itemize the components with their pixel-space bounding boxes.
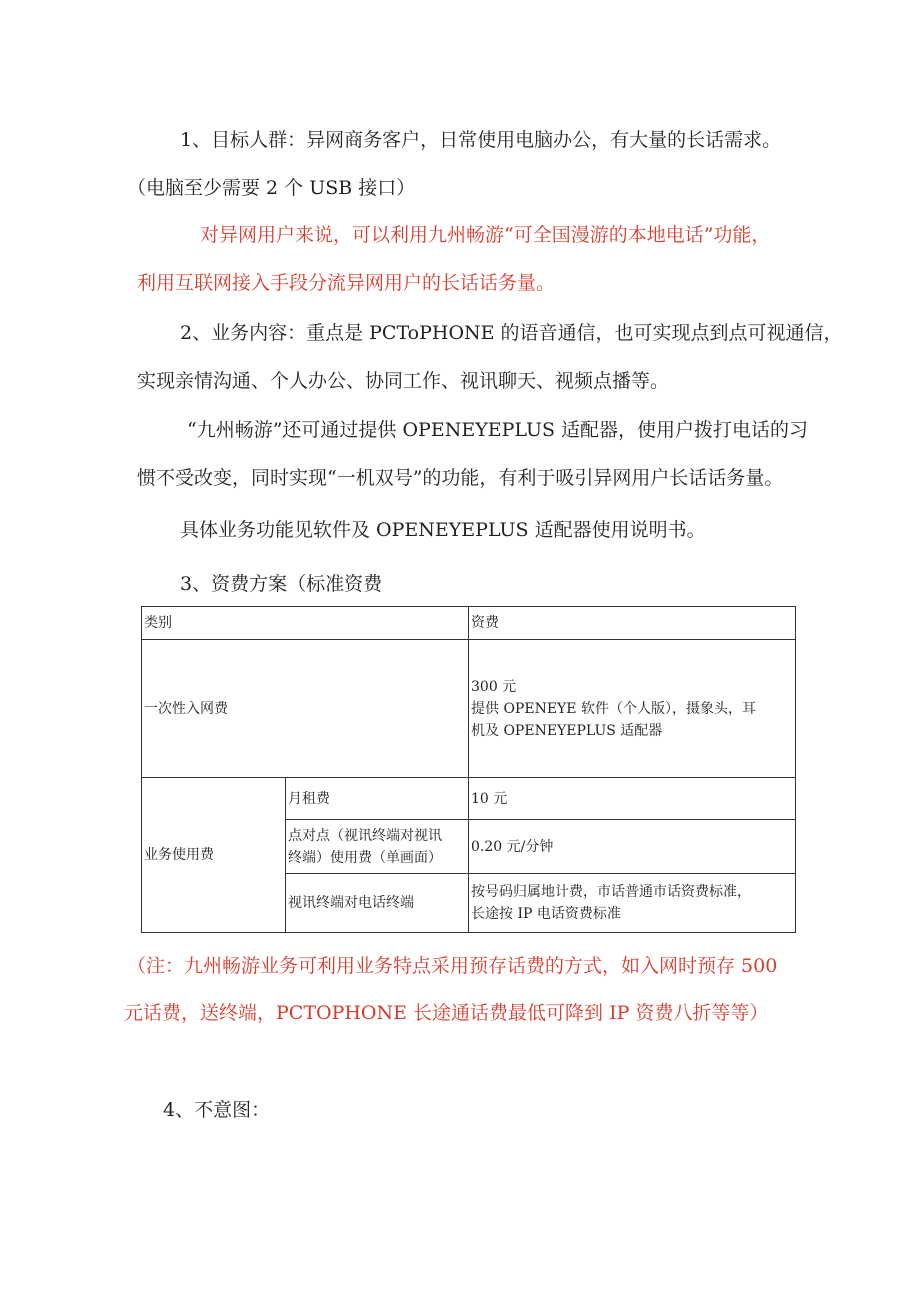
usage-item-name xyxy=(286,778,469,820)
fee-plan-title: 3、资费方案（标准资费 xyxy=(180,573,383,595)
footnote-line-2: 元话费，送终端，PCTOPHONE 长途通话费最低可降到 IP 资费八折等等） xyxy=(124,1002,769,1024)
adapter-line-2: 惯不受改变，同时实现“一机双号”的功能，有利于吸引异网用户长话话务量。 xyxy=(137,467,784,489)
table-row xyxy=(142,778,796,820)
usage-item-fee-text: 10 元 xyxy=(471,790,508,807)
usage-item-name-text: 视讯终端对电话终端 xyxy=(288,895,414,911)
usage-item-name-text: 月租费 xyxy=(288,790,330,807)
table-row xyxy=(142,640,796,778)
target-group-line: 1、目标人群：异网商务客户，日常使用电脑办公，有大量的长话需求。 xyxy=(180,129,782,151)
footnote-line-1: （注：九州畅游业务可利用业务特点采用预存话费的方式，如入网时预存 500 xyxy=(127,955,778,977)
usage-item-fee-text: 0.20 元/分钟 xyxy=(471,838,554,855)
usage-item-name-text: 点对点（视讯终端对视讯 xyxy=(288,827,442,844)
usage-item-fee xyxy=(469,778,796,820)
row-category-usage: 业务使用费 xyxy=(142,778,286,933)
roaming-note-line-1: 对异网用户来说，可以利用九州畅游“可全国漫游的本地电话”功能， xyxy=(200,224,771,246)
table-header-row xyxy=(142,607,796,640)
diagram-title: 4、不意图： xyxy=(163,1099,271,1121)
manual-reference-line: 具体业务功能见软件及 OPENEYEPLUS 适配器使用说明书。 xyxy=(180,519,706,541)
header-category: 类别 xyxy=(142,607,469,640)
header-fee: 资费 xyxy=(469,607,796,640)
usage-item-fee xyxy=(469,874,796,933)
fee-amount: 300 元 xyxy=(471,678,517,695)
fee-table xyxy=(141,606,796,933)
row-fee-one-time xyxy=(469,640,796,778)
row-category-one-time: 一次性入网费 xyxy=(142,640,469,778)
roaming-note-line-2: 利用互联网接入手段分流异网用户的长话话务量。 xyxy=(137,272,556,294)
usage-item-name xyxy=(286,820,469,874)
fee-detail-line-1: 提供 OPENEYE 软件（个人版），摄象头，耳 xyxy=(471,700,756,717)
service-content-line-1: 2、业务内容：重点是 PCToPHONE 的语音通信，也可实现点到点可视通信， xyxy=(180,322,843,344)
usage-item-fee xyxy=(469,820,796,874)
service-content-line-2: 实现亲情沟通、个人办公、协同工作、视讯聊天、视频点播等。 xyxy=(137,370,670,392)
usage-item-name-text: 终端）使用费（单画面） xyxy=(288,849,442,866)
fee-detail-line-2: 机及 OPENEYEPLUS 适配器 xyxy=(471,722,663,739)
usage-item-name xyxy=(286,874,469,933)
usage-item-fee-text: 长途按 IP 电话资费标准 xyxy=(471,906,621,922)
adapter-line-1: “九州畅游”还可通过提供 OPENEYEPLUS 适配器，使用户拨打电话的习 xyxy=(187,419,809,441)
usb-requirement-line: （电脑至少需要 2 个 USB 接口） xyxy=(127,177,416,199)
usage-item-fee-text: 按号码归属地计费，市话普通市话资费标准， xyxy=(471,884,751,900)
